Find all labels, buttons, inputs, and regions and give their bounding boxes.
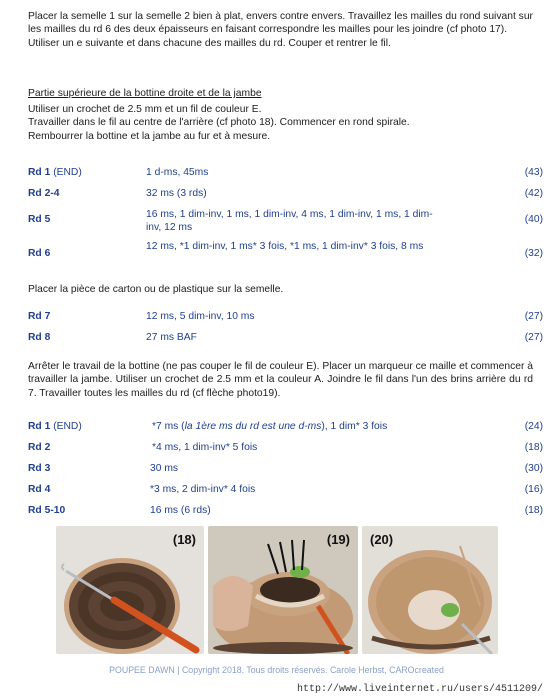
row-count: (27) — [524, 311, 543, 322]
row-count: (18) — [524, 505, 543, 516]
row-stitches: 12 ms, *1 dim-inv, 1 ms* 3 fois, *1 ms, 1 dim-inv* 3 fois, 8 ms — [146, 241, 424, 252]
row-stitches-italic: la 1ère ms du rd est une d-ms — [184, 421, 322, 432]
row-label: Rd 2 — [28, 442, 51, 453]
row-label: Rd 6 — [28, 248, 51, 259]
row-stitches: *7 ms (la 1ère ms du rd est une d-ms), 1 dim* 3 fois — [152, 421, 388, 432]
row-note: (END) — [50, 421, 82, 432]
row-stitches: 30 ms — [150, 463, 179, 474]
photo-20 — [362, 526, 498, 654]
row-count: (16) — [524, 484, 543, 495]
row-stitches: 1 d-ms, 45ms — [146, 167, 209, 178]
row-count: (43) — [524, 167, 543, 178]
row-note: (END) — [50, 167, 82, 178]
photo-18 — [56, 526, 204, 654]
photo-label: (20) — [370, 532, 394, 547]
section-intro-line-2: Travailler dans le fil au centre de l'arrière (cf photo 18). Commencer en rond spirale. — [28, 117, 410, 129]
row-stitches: 16 ms (6 rds) — [150, 505, 211, 516]
row-count: (32) — [524, 248, 543, 259]
row-label: Rd 5 — [28, 214, 51, 225]
row-label: Rd 4 — [28, 484, 51, 495]
row-stitches: *4 ms, 1 dim-inv* 5 fois — [152, 442, 258, 453]
row-stitches: 27 ms BAF — [146, 332, 197, 343]
row-count: (24) — [524, 421, 543, 432]
row-label: Rd 1 — [28, 421, 51, 432]
leg-instructions: Arrêter le travail de la bottine (ne pas couper le fil de couleur E). Placer un marqueur ce maille et commencer à travailler la jambe. Utiliser un crochet de 2.5 mm et la couleur A. Joindre le fil dans l'un des brins arrière du rd 7. Travailler toutes les mailles du rd (cf flèche photo19). — [28, 361, 533, 399]
row-label: Rd 5-10 — [28, 505, 66, 516]
section-intro-line-3: Rembourrer la bottine et la jambe au fur et à mesure. — [28, 130, 271, 142]
row-label: Rd 7 — [28, 311, 51, 322]
row-label: Rd 8 — [28, 332, 51, 343]
row-label: Rd 2-4 — [28, 188, 60, 199]
photo-19 — [208, 526, 358, 654]
section-intro-line-1: Utiliser un crochet de 2.5 mm et un fil de couleur E. — [28, 104, 262, 115]
row-stitches: *3 ms, 2 dim-inv* 4 fois — [150, 484, 256, 495]
row-count: (30) — [524, 463, 543, 474]
section-intro — [28, 103, 533, 143]
intro-line-1: Placer la semelle 1 sur la semelle 2 bien à plat, envers contre envers. Travaillez les mailles du rond suivant sur les mailles du rd 6 des deux épaisseurs en faisant correspondre les mailles pour les joindre (cf photo 17). — [28, 11, 533, 36]
copyright-footer: POUPEE DAWN | Copyright 2018. Tous droits réservés. Carole Herbst, CAROcreated — [109, 665, 444, 675]
photo-label: (19) — [326, 532, 350, 547]
intro-line-2: Utiliser un e suivante et dans chacune des mailles du rd. Couper et rentrer le fil. — [28, 37, 391, 49]
intro-paragraph — [28, 10, 533, 50]
photo-strip — [0, 526, 553, 654]
photo-label: (18) — [172, 532, 196, 547]
row-count: (27) — [524, 332, 543, 343]
row-count: (42) — [524, 188, 543, 199]
source-watermark: http://www.liveinternet.ru/users/4511209/ — [296, 684, 543, 695]
row-stitches: 16 ms, 1 dim-inv, 1 ms, 1 dim-inv, 4 ms, 1 dim-inv, 1 ms, 1 dim-inv, 12 ms — [146, 209, 433, 233]
carton-note: Placer la pièce de carton ou de plastique sur la semelle. — [28, 284, 284, 295]
row-stitches: 12 ms, 5 dim-inv, 10 ms — [146, 311, 255, 322]
row-count: (40) — [524, 214, 543, 225]
section-title: Partie supérieure de la bottine droite et de la jambe — [28, 88, 262, 99]
row-count: (18) — [524, 442, 543, 453]
row-label: Rd 1 — [28, 167, 51, 178]
row-stitches: 32 ms (3 rds) — [146, 188, 207, 199]
row-label: Rd 3 — [28, 463, 51, 474]
